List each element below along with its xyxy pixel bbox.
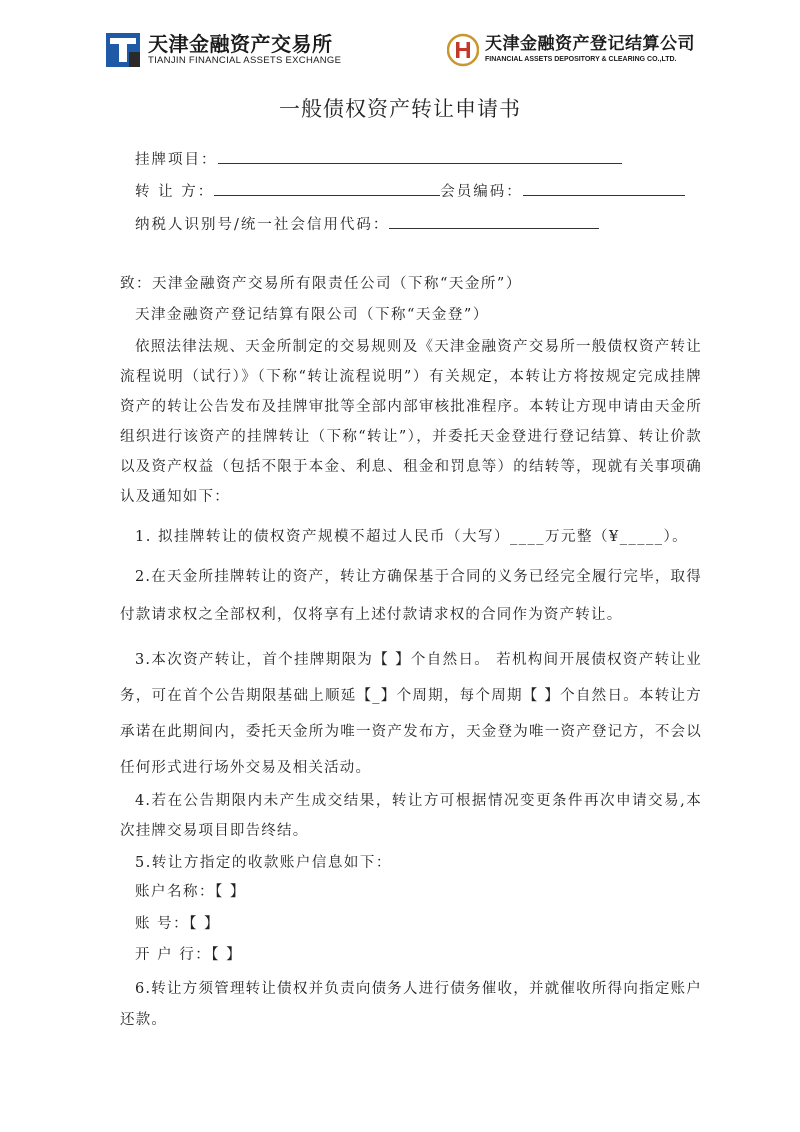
item-1-end: ）。 <box>663 529 689 545</box>
document-title: 一般债权资产转让申请书 <box>279 97 521 121</box>
tfae-name-cn: 天津金融资产交易所 <box>148 32 333 56</box>
fadc-logo <box>447 33 695 67</box>
item-3: 3.本次资产转让，首个挂牌期限为【 】个自然日。 若机构间开展债权资产转让业务，可在首个公告期限基础上顺延【_】个周期，每个周期【 】个自然日。本转让方承诺在此期间内，委托天金所为唯一资产发布方，天金登为唯一资产登记方，不会以任何形式进行场外交易及相关活动。 <box>120 652 702 776</box>
addressee-line-1: 致：天津金融资产交易所有限责任公司（下称“天金所”） <box>120 276 522 292</box>
tfae-name-en: TIANJIN FINANCIAL ASSETS EXCHANGE <box>148 55 342 66</box>
transferor-label: 转 让 方： <box>135 184 215 200</box>
item-5: 5.转让方指定的收款账户信息如下： <box>135 855 392 871</box>
amount-figure-blank[interactable]: _____ <box>619 529 664 545</box>
transferor-blank[interactable] <box>214 181 440 196</box>
addressee-line-2: 天津金融资产登记结算有限公司（下称“天金登”） <box>135 307 489 323</box>
item-1-unit: 万元整（¥ <box>544 529 620 545</box>
fadc-emblem-icon <box>447 33 479 67</box>
member-code-blank[interactable] <box>523 181 685 196</box>
project-label: 挂牌项目： <box>135 152 218 168</box>
item-1 <box>135 525 688 546</box>
project-blank[interactable] <box>218 149 622 164</box>
member-code-label: 会员编码： <box>440 184 523 200</box>
amount-words-blank[interactable]: ____ <box>509 529 545 545</box>
letterhead <box>0 0 800 80</box>
fadc-name-cn: 天津金融资产登记结算公司 <box>485 34 695 54</box>
fadc-name-en: FINANCIAL ASSETS DEPOSITORY & CLEARING CO.,LTD. <box>485 56 677 63</box>
tax-id-label: 纳税人识别号/统一社会信用代码： <box>135 217 390 233</box>
account-bank-line: 开 户 行：【 】 <box>135 947 243 963</box>
intro-paragraph: 依照法律法规、天金所制定的交易规则及《天津金融资产交易所一般债权资产转让流程说明（试行）》（下称“转让流程说明”）有关规定，本转让方将按规定完成挂牌资产的转让公告发布及挂牌审批等全部内部审核批准程序。本转让方现申请由天金所组织进行该资产的挂牌转让（下称“转让”），并委托天金登进行登记结算、转让价款以及资产权益（包括不限于本金、利息、租金和罚息等）的结转等，现就有关事项确认及通知如下： <box>120 339 702 505</box>
item-6: 6.转让方须管理转让债权并负责向债务人进行债务催收，并就催收所得向指定账户还款。 <box>120 981 702 1028</box>
project-field <box>135 148 622 169</box>
tax-id-field <box>135 213 599 234</box>
tfae-emblem-icon <box>106 33 140 67</box>
account-name-line: 账户名称：【 】 <box>135 884 246 900</box>
item-1-text: 1. 拟挂牌转让的债权资产规模不超过人民币（大写） <box>135 529 510 545</box>
item-2: 2.在天金所挂牌转让的资产，转让方确保基于合同的义务已经完全履行完毕，取得付款请求权之全部权利，仅将享有上述付款请求权的合同作为资产转让。 <box>120 569 702 623</box>
tax-id-blank[interactable] <box>389 214 599 229</box>
transferor-field <box>135 180 685 201</box>
tfae-logo <box>106 33 341 67</box>
item-4: 4.若在公告期限内未产生成交结果，转让方可根据情况变更条件再次申请交易,本次挂牌交易项目即告终结。 <box>120 793 702 839</box>
account-number-line: 账 号：【 】 <box>135 916 220 932</box>
